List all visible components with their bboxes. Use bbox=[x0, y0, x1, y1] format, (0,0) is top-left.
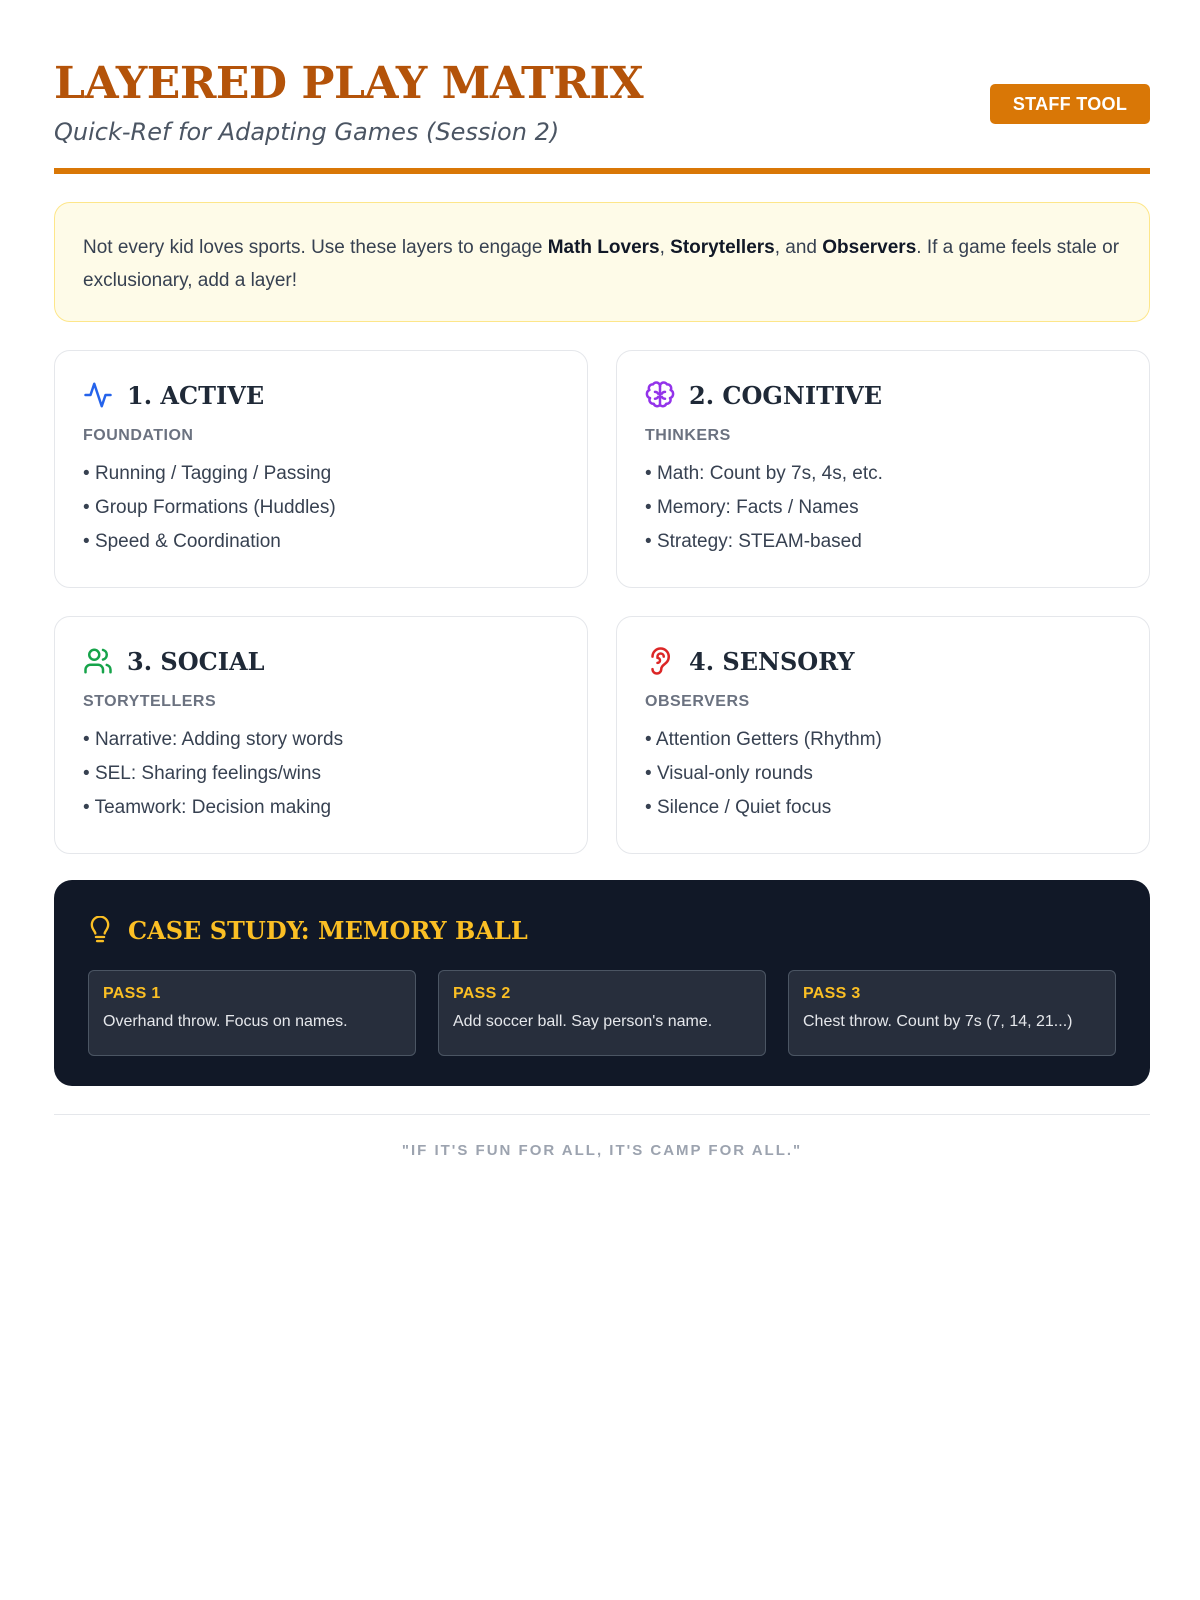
intro-text: Not every kid loves sports. Use these layers to engage bbox=[83, 237, 548, 258]
list-item: • Speed & Coordination bbox=[83, 525, 559, 559]
case-study-panel bbox=[54, 880, 1150, 1086]
list-item: • Memory: Facts / Names bbox=[645, 491, 1121, 525]
footer-quote: "IF IT'S FUN FOR ALL, IT'S CAMP FOR ALL." bbox=[401, 1142, 803, 1159]
intro-highlight-observers: Observers bbox=[822, 237, 917, 258]
list-item: • Math: Count by 7s, 4s, etc. bbox=[645, 457, 1121, 491]
layer-card-social bbox=[54, 616, 588, 854]
activity-pulse-icon bbox=[83, 380, 113, 410]
card-list bbox=[645, 457, 1121, 559]
page-subtitle: Quick-Ref for Adapting Games (Session 2) bbox=[54, 118, 560, 146]
intro-text: , bbox=[659, 237, 671, 258]
intro-text: . If a game feels stale or exclusionary, add a layer! bbox=[83, 237, 1120, 291]
case-study-header bbox=[88, 910, 1116, 950]
card-header bbox=[645, 377, 1121, 413]
card-list bbox=[83, 723, 559, 825]
pass-card bbox=[788, 970, 1116, 1056]
list-item: • Teamwork: Decision making bbox=[83, 791, 559, 825]
layer-card-cognitive bbox=[616, 350, 1150, 588]
pass-label: PASS 1 bbox=[103, 985, 161, 1002]
card-list bbox=[83, 457, 559, 559]
brain-icon bbox=[645, 380, 675, 410]
pass-label: PASS 2 bbox=[453, 985, 511, 1002]
list-item: • Running / Tagging / Passing bbox=[83, 457, 559, 491]
card-subtitle: THINKERS bbox=[645, 427, 731, 444]
header bbox=[54, 0, 1150, 175]
card-subtitle: OBSERVERS bbox=[645, 693, 750, 710]
pass-description: Overhand throw. Focus on names. bbox=[103, 1013, 348, 1030]
header-divider bbox=[54, 168, 1150, 174]
card-list bbox=[645, 723, 1121, 825]
pass-card bbox=[88, 970, 416, 1056]
card-subtitle: STORYTELLERS bbox=[83, 693, 217, 710]
page-title: LAYERED PLAY MATRIX bbox=[54, 58, 644, 109]
pass-card bbox=[438, 970, 766, 1056]
layer-card-active bbox=[54, 350, 588, 588]
pass-description: Chest throw. Count by 7s (7, 14, 21...) bbox=[803, 1013, 1073, 1030]
pass-list bbox=[88, 970, 1116, 1056]
ear-icon bbox=[645, 646, 675, 676]
staff-tool-badge: STAFF TOOL bbox=[990, 84, 1150, 124]
intro-highlight-storytellers: Storytellers bbox=[670, 237, 775, 258]
intro-callout bbox=[54, 202, 1150, 322]
card-title: 3. SOCIAL bbox=[127, 646, 265, 676]
intro-text: , and bbox=[774, 237, 823, 258]
card-header bbox=[83, 643, 559, 679]
card-header bbox=[83, 377, 559, 413]
list-item: • Group Formations (Huddles) bbox=[83, 491, 559, 525]
users-icon bbox=[83, 646, 113, 676]
intro-highlight-math-lovers: Math Lovers bbox=[547, 237, 660, 258]
card-subtitle: FOUNDATION bbox=[83, 427, 194, 444]
pass-description: Add soccer ball. Say person's name. bbox=[453, 1013, 713, 1030]
case-study-title: CASE STUDY: MEMORY BALL bbox=[128, 915, 528, 945]
card-title: 4. SENSORY bbox=[689, 646, 855, 676]
card-title: 2. COGNITIVE bbox=[689, 380, 883, 410]
list-item: • Visual-only rounds bbox=[645, 757, 1121, 791]
list-item: • SEL: Sharing feelings/wins bbox=[83, 757, 559, 791]
footer-divider bbox=[54, 1114, 1150, 1115]
page bbox=[54, 0, 1150, 1159]
card-header bbox=[645, 643, 1121, 679]
list-item: • Attention Getters (Rhythm) bbox=[645, 723, 1121, 757]
pass-label: PASS 3 bbox=[803, 985, 861, 1002]
lightbulb-icon bbox=[88, 916, 112, 944]
list-item: • Strategy: STEAM-based bbox=[645, 525, 1121, 559]
layer-card-sensory bbox=[616, 616, 1150, 854]
list-item: • Silence / Quiet focus bbox=[645, 791, 1121, 825]
list-item: • Narrative: Adding story words bbox=[83, 723, 559, 757]
card-title: 1. ACTIVE bbox=[127, 380, 265, 410]
